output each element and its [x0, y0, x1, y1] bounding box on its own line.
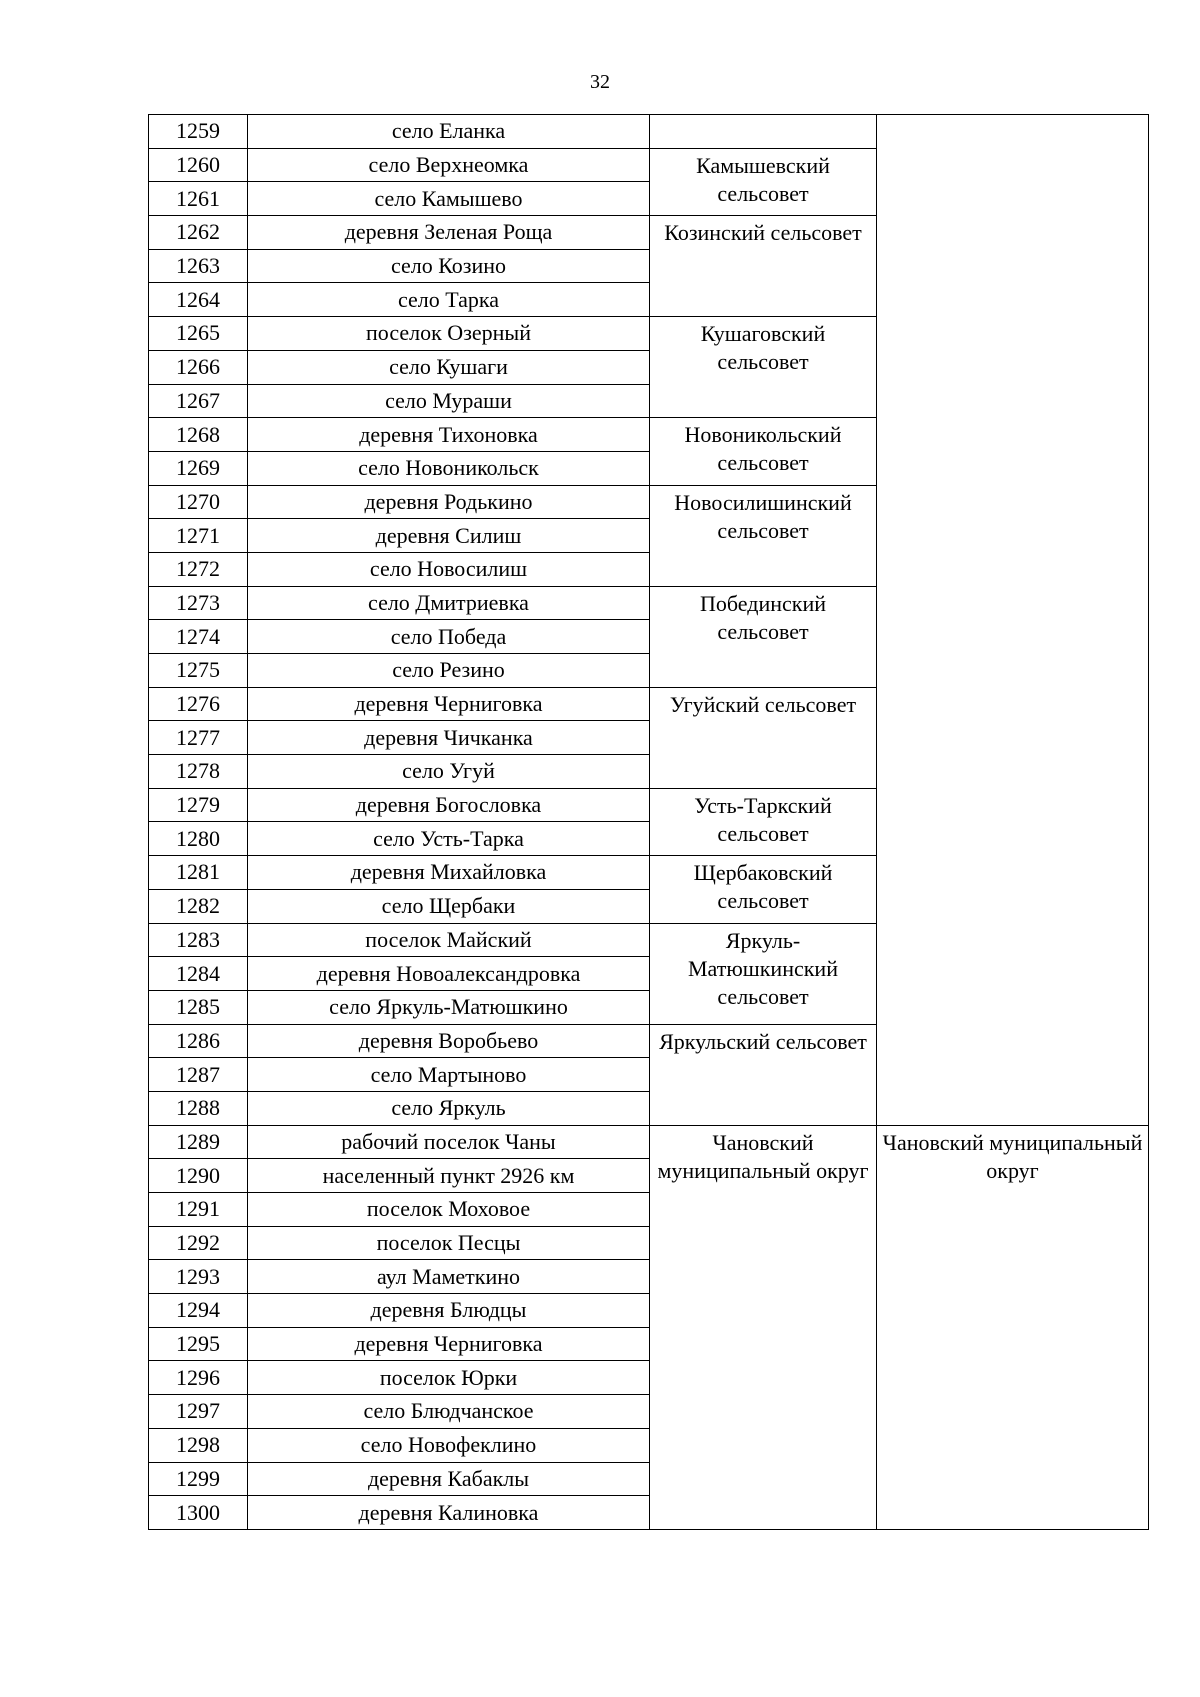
settlement-name: село Яркуль-Матюшкино [248, 990, 650, 1024]
settlement-name: деревня Воробьево [248, 1024, 650, 1058]
group-cell: Усть-Таркский сельсовет [650, 788, 877, 855]
group-cell [650, 115, 877, 149]
row-number: 1272 [149, 552, 248, 586]
settlement-name: село Щербаки [248, 889, 650, 923]
group-cell: Побединский сельсовет [650, 586, 877, 687]
group-cell: Чановский муниципальный округ [650, 1125, 877, 1529]
row-number: 1268 [149, 418, 248, 452]
group-cell: Кушаговский сельсовет [650, 317, 877, 418]
settlement-name: село Еланка [248, 115, 650, 149]
settlement-name: село Кушаги [248, 350, 650, 384]
row-number: 1286 [149, 1024, 248, 1058]
group-cell: Яркульский сельсовет [650, 1024, 877, 1125]
table-row [149, 1125, 1149, 1159]
row-number: 1264 [149, 283, 248, 317]
settlement-name: деревня Калиновка [248, 1496, 650, 1530]
row-number: 1292 [149, 1226, 248, 1260]
row-number: 1283 [149, 923, 248, 957]
row-number: 1285 [149, 990, 248, 1024]
row-number: 1275 [149, 654, 248, 688]
row-number: 1287 [149, 1058, 248, 1092]
settlement-name: поселок Юрки [248, 1361, 650, 1395]
settlement-name: деревня Чичканка [248, 721, 650, 755]
settlement-name: рабочий поселок Чаны [248, 1125, 650, 1159]
district-cell [877, 115, 1149, 1126]
group-cell: Камышевский сельсовет [650, 148, 877, 215]
settlement-name: поселок Песцы [248, 1226, 650, 1260]
group-cell: Щербаковский сельсовет [650, 856, 877, 923]
settlement-name: село Верхнеомка [248, 148, 650, 182]
settlement-name: деревня Тихоновка [248, 418, 650, 452]
settlement-name: село Яркуль [248, 1091, 650, 1125]
row-number: 1280 [149, 822, 248, 856]
page-number: 32 [590, 71, 610, 93]
settlement-name: деревня Михайловка [248, 856, 650, 890]
row-number: 1294 [149, 1294, 248, 1328]
settlement-name: деревня Силиш [248, 519, 650, 553]
row-number: 1279 [149, 788, 248, 822]
settlement-name: деревня Черниговка [248, 687, 650, 721]
settlement-name: село Блюдчанское [248, 1395, 650, 1429]
settlement-name: деревня Новоалександровка [248, 957, 650, 991]
row-number: 1290 [149, 1159, 248, 1193]
settlement-name: село Угуй [248, 755, 650, 789]
settlement-name: поселок Майский [248, 923, 650, 957]
settlement-name: село Мураши [248, 384, 650, 418]
row-number: 1273 [149, 586, 248, 620]
settlement-name: село Камышево [248, 182, 650, 216]
settlement-name: поселок Моховое [248, 1193, 650, 1227]
settlement-name: село Резино [248, 654, 650, 688]
group-cell: Козинский сельсовет [650, 216, 877, 317]
row-number: 1263 [149, 249, 248, 283]
settlement-name: населенный пункт 2926 км [248, 1159, 650, 1193]
settlement-name: село Победа [248, 620, 650, 654]
row-number: 1282 [149, 889, 248, 923]
settlement-name: село Мартыново [248, 1058, 650, 1092]
settlements-table [148, 114, 1149, 1530]
settlement-name: деревня Кабаклы [248, 1462, 650, 1496]
group-cell: Новоникольский сельсовет [650, 418, 877, 485]
row-number: 1271 [149, 519, 248, 553]
settlement-name: деревня Зеленая Роща [248, 216, 650, 250]
row-number: 1259 [149, 115, 248, 149]
row-number: 1267 [149, 384, 248, 418]
settlement-name: деревня Богословка [248, 788, 650, 822]
row-number: 1295 [149, 1327, 248, 1361]
settlement-name: село Новосилиш [248, 552, 650, 586]
row-number: 1281 [149, 856, 248, 890]
settlement-name: аул Маметкино [248, 1260, 650, 1294]
group-cell: Угуйский сельсовет [650, 687, 877, 788]
row-number: 1260 [149, 148, 248, 182]
settlement-name: деревня Черниговка [248, 1327, 650, 1361]
settlement-name: поселок Озерный [248, 317, 650, 351]
row-number: 1278 [149, 755, 248, 789]
row-number: 1289 [149, 1125, 248, 1159]
settlement-name: село Новофеклино [248, 1428, 650, 1462]
row-number: 1298 [149, 1428, 248, 1462]
row-number: 1277 [149, 721, 248, 755]
row-number: 1269 [149, 451, 248, 485]
row-number: 1266 [149, 350, 248, 384]
row-number: 1297 [149, 1395, 248, 1429]
row-number: 1274 [149, 620, 248, 654]
group-cell: Яркуль-Матюшкинский сельсовет [650, 923, 877, 1024]
row-number: 1265 [149, 317, 248, 351]
row-number: 1288 [149, 1091, 248, 1125]
settlement-name: село Тарка [248, 283, 650, 317]
settlement-name: деревня Родькино [248, 485, 650, 519]
row-number: 1276 [149, 687, 248, 721]
settlement-name: деревня Блюдцы [248, 1294, 650, 1328]
settlement-name: село Новоникольск [248, 451, 650, 485]
row-number: 1270 [149, 485, 248, 519]
group-cell: Новосилишинский сельсовет [650, 485, 877, 586]
row-number: 1299 [149, 1462, 248, 1496]
row-number: 1262 [149, 216, 248, 250]
row-number: 1300 [149, 1496, 248, 1530]
row-number: 1296 [149, 1361, 248, 1395]
table-row [149, 115, 1149, 149]
row-number: 1293 [149, 1260, 248, 1294]
row-number: 1291 [149, 1193, 248, 1227]
row-number: 1261 [149, 182, 248, 216]
settlement-name: село Козино [248, 249, 650, 283]
settlement-name: село Усть-Тарка [248, 822, 650, 856]
district-cell: Чановский муниципальный округ [877, 1125, 1149, 1529]
row-number: 1284 [149, 957, 248, 991]
settlement-name: село Дмитриевка [248, 586, 650, 620]
